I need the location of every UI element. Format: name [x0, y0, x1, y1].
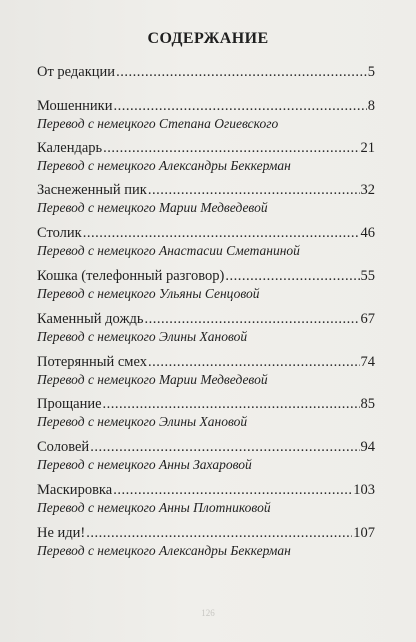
page-number: 67: [360, 311, 375, 327]
toc-entry: [37, 354, 375, 388]
toc-line: [37, 182, 375, 199]
toc-entry: [37, 140, 375, 174]
story-title: Заснеженный пик: [37, 182, 147, 198]
translator-credit: Перевод с немецкого Элины Хановой: [37, 329, 248, 344]
translator-credit: Перевод с немецкого Анны Плотниковой: [37, 500, 271, 515]
toc-line: [37, 396, 375, 413]
toc-line: [37, 354, 375, 371]
leader-dots: [116, 64, 367, 81]
story-title: Не иди!: [37, 525, 86, 541]
translator-credit: Перевод с немецкого Марии Медведевой: [37, 200, 268, 215]
toc-line: [37, 140, 375, 157]
leader-dots: [90, 439, 359, 456]
toc-entry: [37, 482, 375, 516]
toc-entry: [37, 396, 375, 430]
page-number: 74: [360, 354, 375, 370]
translator-credit: Перевод с немецкого Александры Беккерман: [37, 158, 291, 173]
story-title: Столик: [37, 225, 82, 241]
leader-dots: [103, 140, 359, 157]
story-title: Соловей: [37, 439, 90, 455]
toc-line: [37, 311, 375, 328]
page-number: 107: [353, 525, 375, 541]
page-number: 85: [360, 396, 375, 412]
story-title: Потерянный смех: [37, 354, 147, 370]
toc-entry: [37, 98, 375, 132]
page-number: 32: [360, 182, 375, 198]
toc-entry: [37, 439, 375, 473]
leader-dots: [113, 482, 352, 499]
translator-credit: Перевод с немецкого Ульяны Сенцовой: [37, 286, 260, 301]
story-title: Маскировка: [37, 482, 113, 498]
story-title: Прощание: [37, 396, 102, 412]
story-title: Календарь: [37, 140, 103, 156]
toc-line: [37, 482, 375, 499]
toc-entry: [37, 182, 375, 216]
leader-dots: [113, 98, 366, 115]
toc-line: [37, 268, 375, 285]
page-number: 8: [367, 98, 375, 114]
toc-entry: [37, 525, 375, 559]
leader-dots: [148, 354, 360, 371]
page-number: 46: [360, 225, 375, 241]
page-number: 21: [360, 140, 375, 156]
leader-dots: [86, 525, 352, 542]
story-title: Мошенники: [37, 98, 113, 114]
toc-line: [37, 525, 375, 542]
toc-line: [37, 64, 375, 81]
translator-credit: Перевод с немецкого Степана Огиевского: [37, 116, 279, 131]
leader-dots: [83, 225, 360, 242]
story-title: Каменный дождь: [37, 311, 144, 327]
page-number: 103: [353, 482, 375, 498]
leader-dots: [148, 182, 360, 199]
page-number: 94: [360, 439, 375, 455]
toc-line: [37, 439, 375, 456]
translator-credit: Перевод с немецкого Элины Хановой: [37, 414, 248, 429]
leader-dots: [225, 268, 359, 285]
folio-number: 126: [201, 608, 215, 618]
page-number: 5: [367, 64, 375, 80]
toc-line: [37, 225, 375, 242]
toc-entry: [37, 268, 375, 302]
leader-dots: [144, 311, 359, 328]
toc-entry: [37, 311, 375, 345]
translator-credit: Перевод с немецкого Александры Беккерман: [37, 543, 291, 558]
toc-line: [37, 98, 375, 115]
story-title: Кошка (телефонный разговор): [37, 268, 225, 284]
page-number: 55: [360, 268, 375, 284]
translator-credit: Перевод с немецкого Марии Медведевой: [37, 372, 268, 387]
translator-credit: Перевод с немецкого Анастасии Сметаниной: [37, 243, 300, 258]
story-title: От редакции: [37, 64, 116, 80]
toc-entry: [37, 225, 375, 259]
toc-entry: [37, 64, 375, 81]
contents-heading: СОДЕРЖАНИЕ: [147, 30, 269, 47]
leader-dots: [103, 396, 360, 413]
translator-credit: Перевод с немецкого Анны Захаровой: [37, 457, 252, 472]
